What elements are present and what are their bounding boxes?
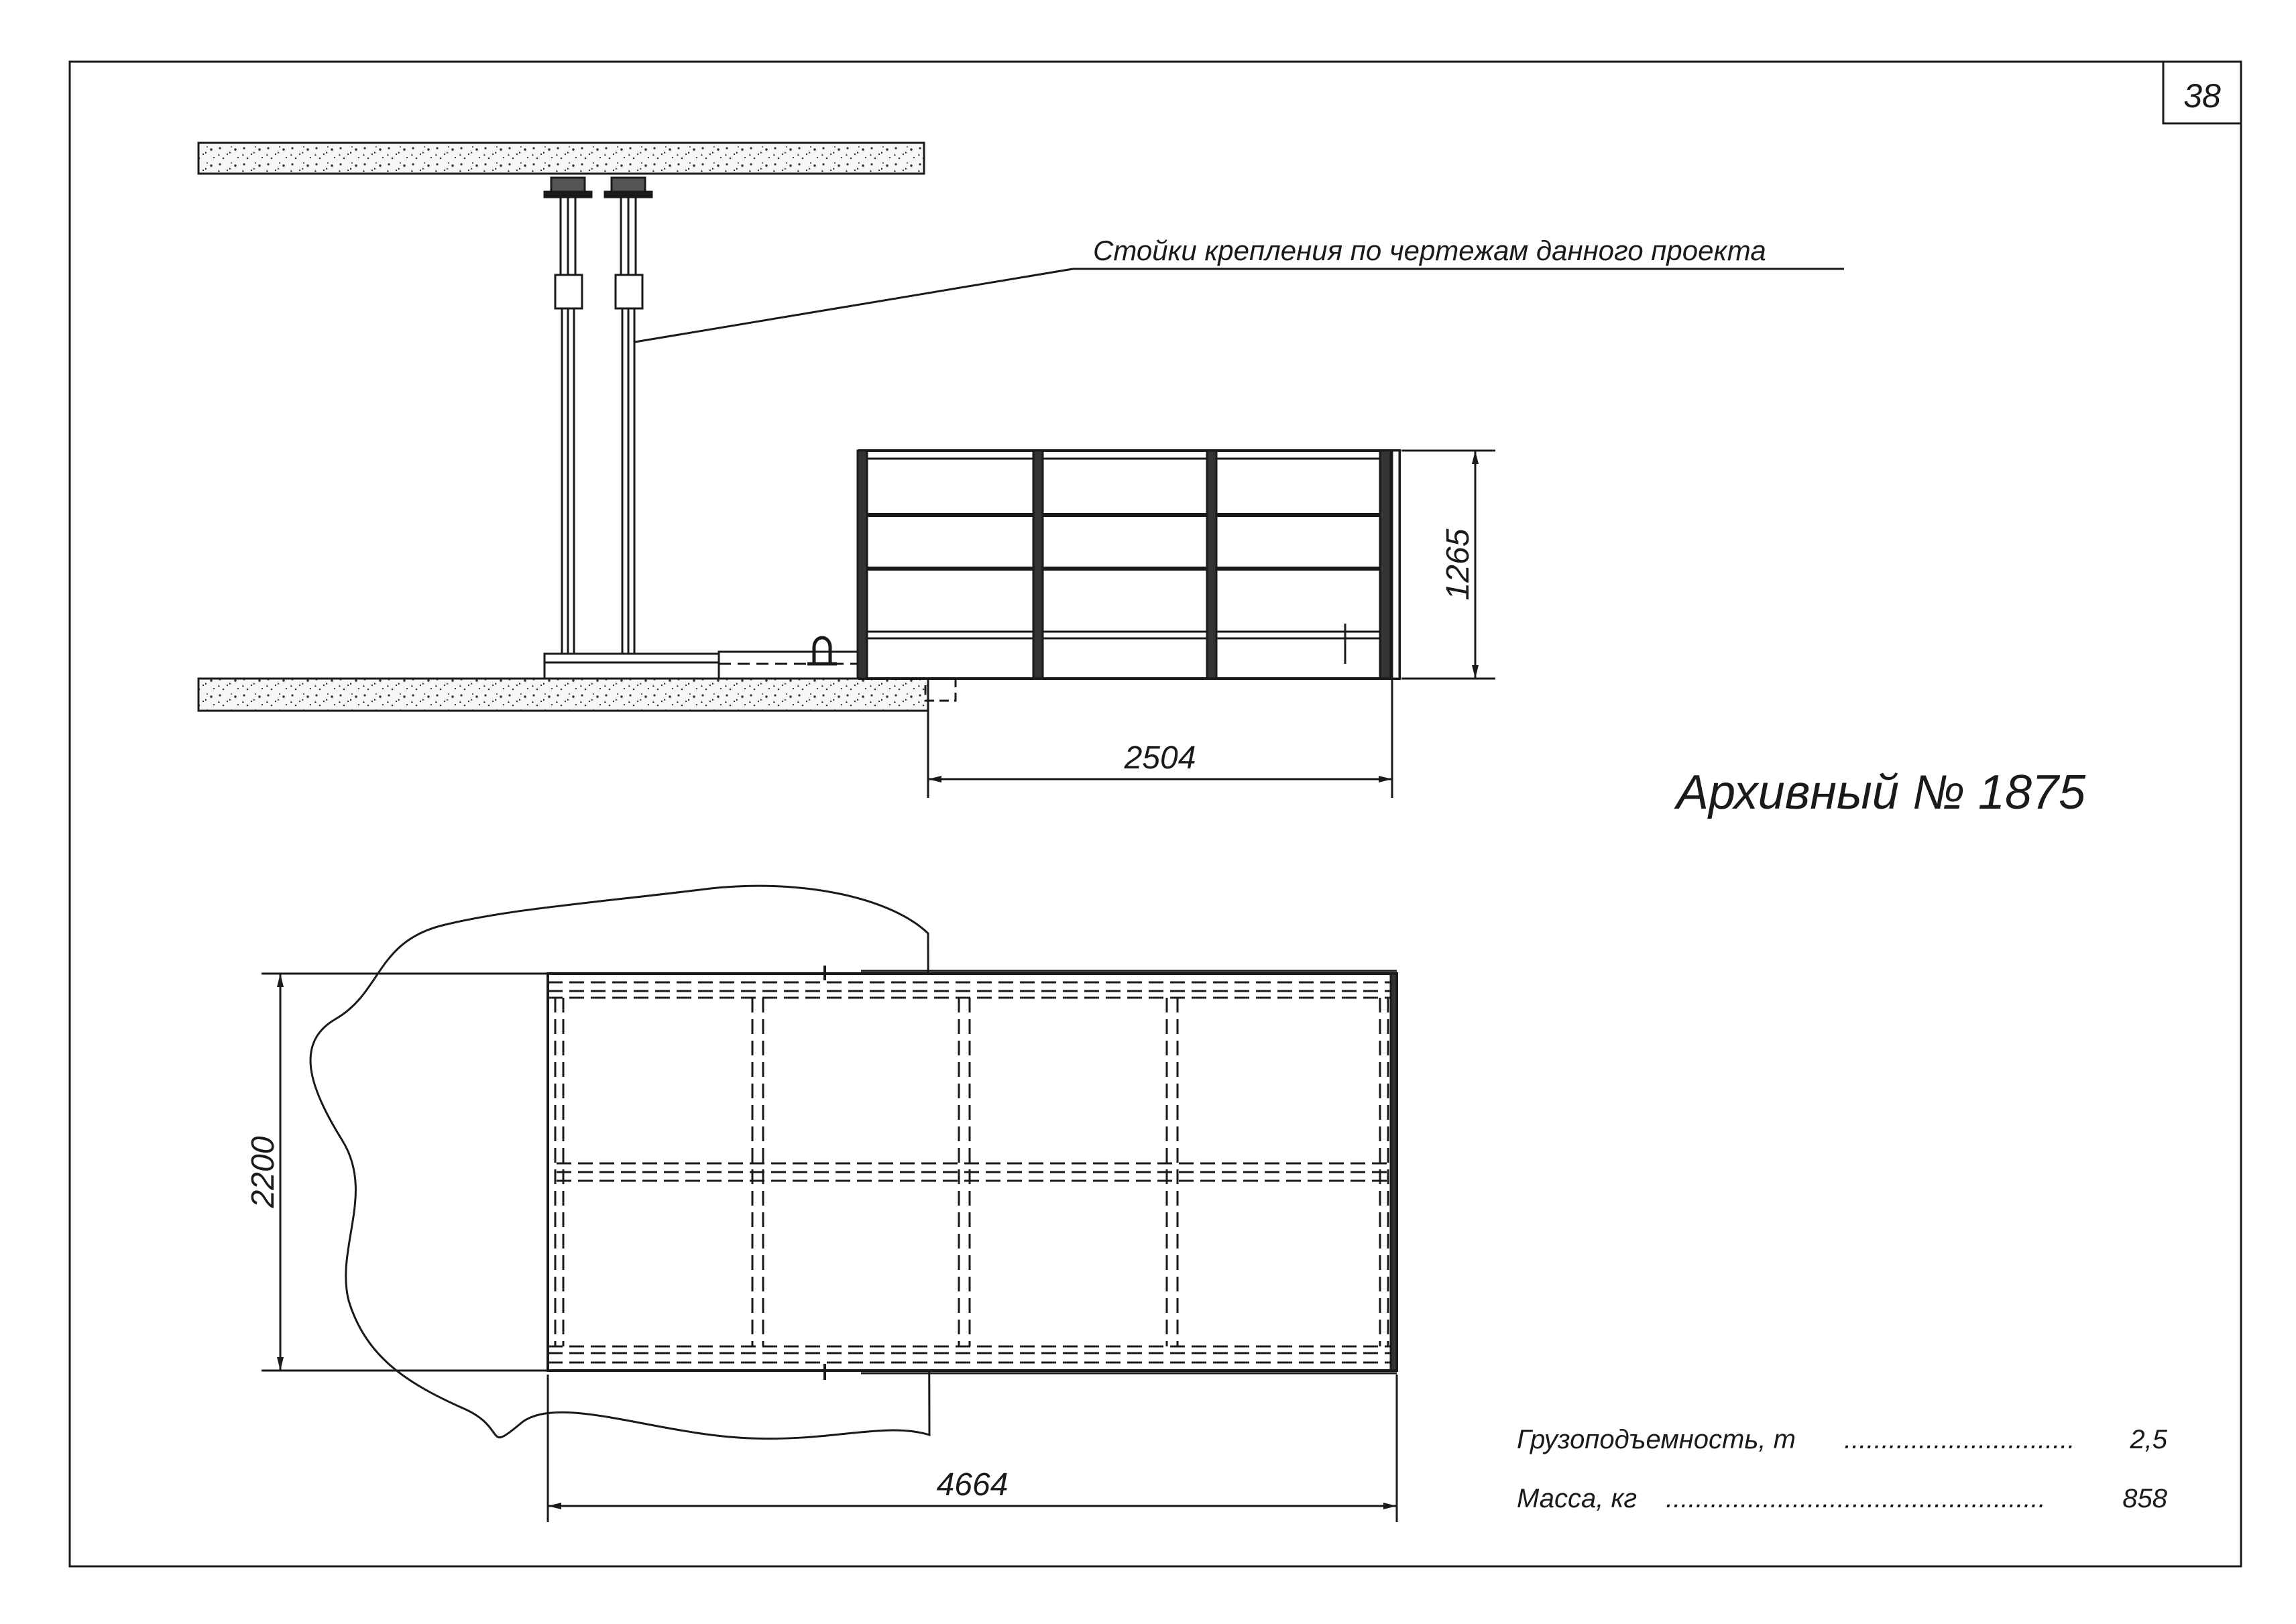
- specs-block: [1517, 1425, 2168, 1513]
- plan-view: [310, 886, 1397, 1438]
- dimension-width-plan-label: 2200: [245, 1136, 281, 1208]
- archive-label: Архивный № 1875: [1676, 766, 2086, 819]
- dimension-length-plan-label: 4664: [936, 1467, 1009, 1503]
- telescopic-posts: [555, 197, 642, 657]
- post-clamps-top: [544, 178, 652, 197]
- spec-capacity-value: 2,5: [2130, 1425, 2167, 1454]
- callout-leader: [635, 269, 1073, 342]
- spec-mass-label: Масса, кг: [1517, 1484, 1638, 1513]
- spec-mass-leader: ...................................................: [1666, 1484, 2046, 1513]
- spec-capacity-leader: ...............................: [1844, 1425, 2075, 1454]
- spec-mass: [1517, 1484, 2168, 1513]
- railing-frame: [858, 451, 1399, 679]
- dimension-length-side: [928, 679, 1392, 798]
- callout-text: Стойки крепления по чертежам данного проекта: [1093, 235, 1766, 266]
- page-number-box: [2163, 62, 2241, 123]
- page-number: 38: [2183, 77, 2221, 115]
- spec-capacity-label: Грузоподъемность, т: [1517, 1425, 1796, 1454]
- spec-capacity: [1517, 1425, 2168, 1454]
- ceiling-slab: [198, 143, 924, 174]
- dimension-length-side-label: 2504: [1124, 740, 1196, 776]
- floor-slab: [198, 679, 928, 711]
- side-view: [198, 143, 1844, 711]
- dimension-height-label: 1265: [1440, 528, 1476, 601]
- post-base-plate: [544, 654, 719, 679]
- spec-mass-value: 858: [2122, 1484, 2167, 1513]
